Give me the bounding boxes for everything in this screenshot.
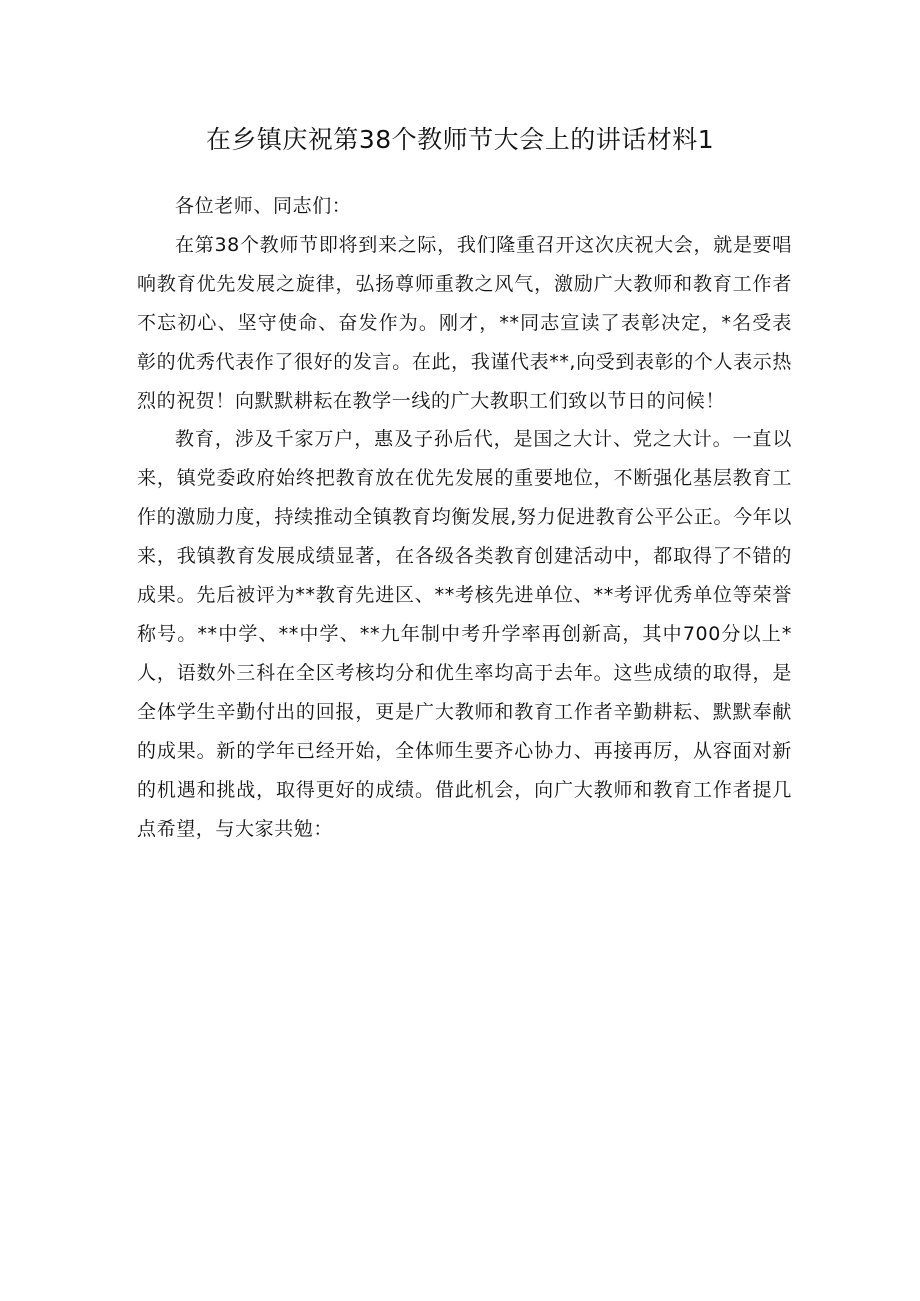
paragraph-2: 教育，涉及千家万户，惠及子孙后代，是国之大计、党之大计。一直以来，镇党委政府始终把教育放在优先发展的重要地位，不断强化基层教育工作的激励力度，持续推动全镇教育均衡发展,努力促进教育公平公正。今年以来，我镇教育发展成绩显著，在各级各类教育创建活动中，都取得了不错的成果。先后被评为**教育先进区、**考核先进单位、**考评优秀单位等荣誉称号。**中学、**中学、**九年制中考升学率再创新高，其中700分以上*人，语数外三科在全区考核均分和优生率均高于去年。这些成绩的取得，是全体学生辛勤付出的回报，更是广大教师和教育工作者辛勤耕耘、默默奉献的成果。新的学年已经开始，全体师生要齐心协力、再接再厉，从容面对新的机遇和挑战，取得更好的成绩。借此机会，向广大教师和教育工作者提几点希望，与大家共勉： (137, 428, 792, 840)
document-body (137, 186, 792, 848)
salutation: 各位老师、同志们： (175, 195, 352, 217)
paragraph-1: 在第38个教师节即将到来之际，我们隆重召开这次庆祝大会，就是要唱响教育优先发展之旋律，弘扬尊师重教之风气，激励广大教师和教育工作者不忘初心、坚守使命、奋发作为。刚才，**同志宣读了表彰决定，*名受表彰的优秀代表作了很好的发言。在此，我谨代表**,向受到表彰的个人表示热烈的祝贺！向默默耕耘在教学一线的广大教职工们致以节日的问候！ (137, 233, 792, 412)
document-title: 在乡镇庆祝第38个教师节大会上的讲话材料1 (205, 125, 715, 154)
